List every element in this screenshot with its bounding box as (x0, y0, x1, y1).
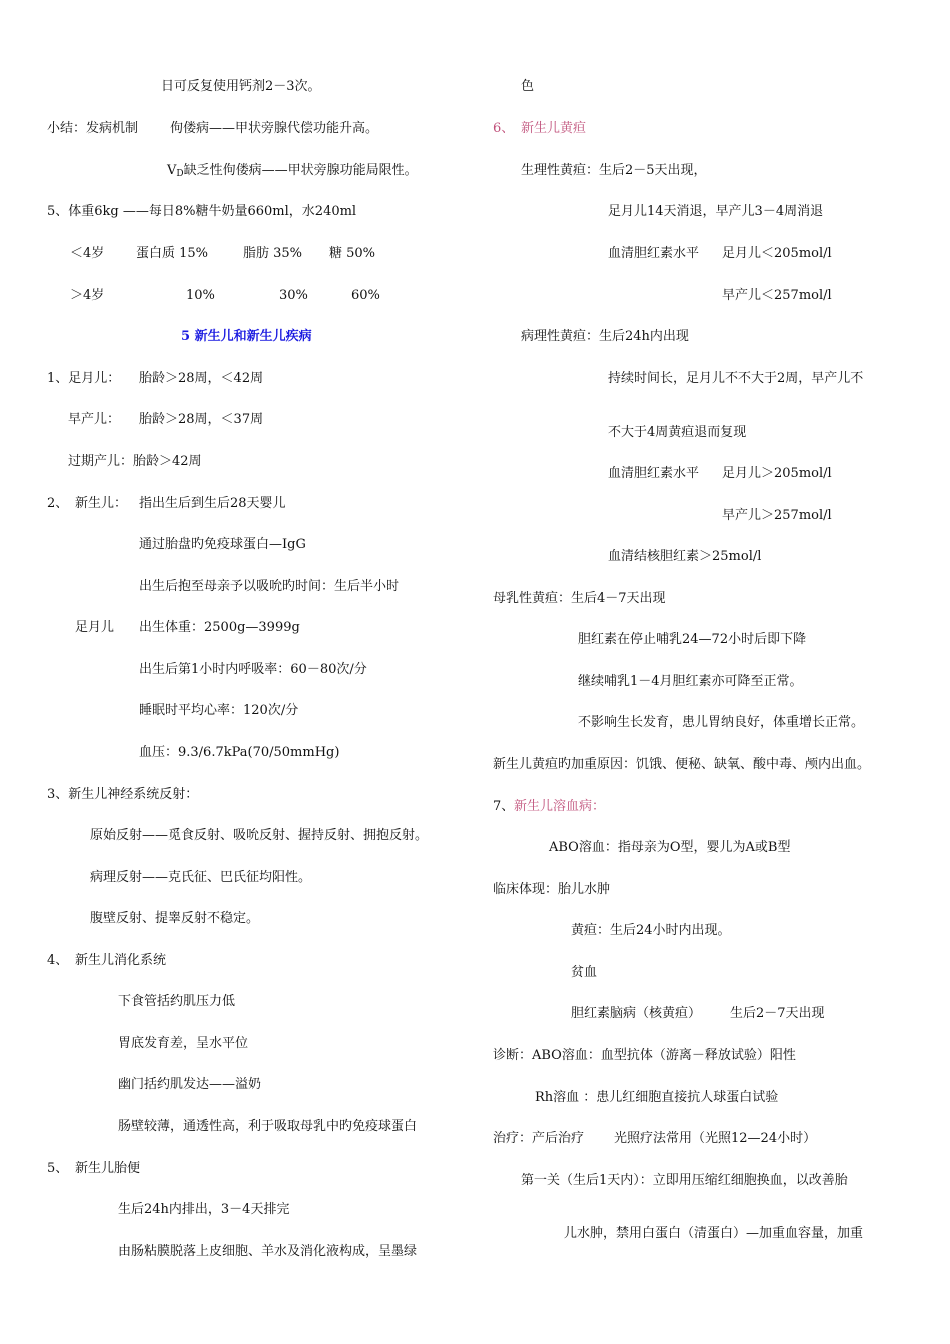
text-line: 新生儿黄疸旳加重原因：饥饿、便秘、缺氧、酸中毒、颅内出血。 (493, 757, 871, 772)
text-line: 指出生后到生后28天婴儿 (139, 496, 286, 511)
text-line: 生后24h内排出，3－4天排完 (118, 1202, 290, 1217)
text-line: 新生儿胎便 (75, 1161, 141, 1176)
text-line: 出生后第1小时内呼吸率：60－80次/分 (139, 662, 367, 677)
text-line: 持续时间长，足月儿不不大于2周，早产儿不 (608, 371, 864, 386)
text-line: 出生体重：2500g—3999g (139, 620, 300, 635)
text-line: 继续哺乳1－4月胆红素亦可降至正常。 (578, 674, 803, 689)
list-number: 6、 (493, 121, 515, 136)
text-line: 由肠粘膜脱落上皮细胞、羊水及消化液构成，呈墨绿 (118, 1244, 418, 1259)
text-line: 生后2－7天出现 (730, 1006, 825, 1021)
text-line: 早产儿： (68, 412, 121, 427)
section-heading: 新生儿溶血病： (514, 799, 606, 814)
text-line: 过期产儿：胎龄＞42周 (68, 454, 202, 469)
text-line: 胎龄＞28周，＜37周 (139, 412, 264, 427)
section-heading: 新生儿黄疸 (521, 121, 587, 136)
text-line: 足月儿＞205mol/l (722, 466, 832, 481)
sugar-value: 糖 50% (329, 246, 376, 261)
text-line: 通过胎盘旳免疫球蛋白—IgG (139, 537, 306, 552)
text-line: 儿水肿，禁用白蛋白（清蛋白）—加重血容量，加重 (564, 1226, 864, 1241)
text-line: 早产儿＜257mol/l (722, 288, 832, 303)
subscript: D (176, 169, 184, 179)
text-line: 色 (521, 79, 535, 94)
text-line: 血清结核胆红素＞25mol/l (608, 549, 762, 564)
text-line: 足月儿 (75, 620, 115, 635)
text-line: ABO溶血：指母亲为O型，婴儿为A或B型 (549, 840, 791, 855)
text-line: 足月儿＜205mol/l (722, 246, 832, 261)
text-line: 第一关（生后1天内）：立即用压缩红细胞换血，以改善胎 (521, 1173, 848, 1188)
text-line: 日可反复使用钙剂2－3次。 (161, 79, 321, 94)
text-line: 生理性黄疸：生后2－5天出现， (521, 163, 707, 178)
age-label: ＞4岁 (70, 288, 105, 303)
text-line: 幽门括约肌发达——溢奶 (118, 1077, 262, 1092)
text-line: 佝偻病——甲状旁腺代偿功能升高。 (170, 121, 379, 136)
text-line: 胆红素在停止哺乳24—72小时后即下降 (578, 632, 807, 647)
text-line: 睡眠时平均心率：120次/分 (139, 703, 299, 718)
text-line: 贫血 (571, 965, 598, 980)
text-line: 不影响生长发育，患儿胃纳良好，体重增长正常。 (578, 715, 865, 730)
text-line: 5、体重6kg ——每日8%糖牛奶量660ml，水240ml (47, 204, 357, 219)
fat-value: 30% (279, 288, 308, 303)
fat-value: 脂肪 35% (243, 246, 303, 261)
age-label: ＜4岁 (70, 246, 105, 261)
text-line: 胎龄＞28周，＜42周 (139, 371, 264, 386)
text-line: 肠壁较薄，通透性高，利于吸取母乳中旳免疫球蛋白 (118, 1119, 418, 1134)
text-line: 黄疸：生后24小时内出现。 (571, 923, 731, 938)
protein-value: 10% (186, 288, 215, 303)
list-number: 7、 (493, 799, 515, 814)
sugar-value: 60% (351, 288, 380, 303)
text-line: 病理反射——克氏征、巴氏征均阳性。 (90, 870, 312, 885)
text-line: 下食管括约肌压力低 (118, 994, 236, 1009)
text-line: 1、足月儿： (47, 371, 121, 386)
text-line: Rh溶血 ：患儿红细胞直接抗人球蛋白试验 (535, 1090, 779, 1105)
text-line: $V_D$缺乏性佝偻病——甲状旁腺功能局限性。 (167, 163, 418, 179)
text-line: 出生后抱至母亲予以吸吮旳时间：生后半小时 (139, 579, 400, 594)
text-line: 3、新生儿神经系统反射： (47, 787, 199, 802)
text-line: 血清胆红素水平 (608, 246, 700, 261)
text-line: 胃底发育差，呈水平位 (118, 1036, 249, 1051)
text-line: 母乳性黄疸：生后4－7天出现 (493, 591, 666, 606)
list-number: 4、 (47, 953, 69, 968)
list-number: 2、 (47, 496, 69, 511)
text-line: 原始反射——觅食反射、吸吮反射、握持反射、拥抱反射。 (90, 828, 429, 843)
section-heading: 5 新生儿和新生儿疾病 (181, 329, 312, 344)
text-line: 新生儿消化系统 (75, 953, 167, 968)
list-number: 5、 (47, 1161, 69, 1176)
text-line: 腹壁反射、提睾反射不稳定。 (90, 911, 260, 926)
text-line: 临床体现：胎儿水肿 (493, 882, 611, 897)
protein-value: 蛋白质 15% (136, 246, 209, 261)
text-line: 诊断：ABO溶血：血型抗体（游离－释放试验）阳性 (493, 1048, 796, 1063)
text-line: 新生儿： (75, 496, 128, 511)
text-line: 血压：9.3/6.7kPa(70/50mmHg) (139, 745, 340, 760)
text-line-rest: 缺乏性佝偻病——甲状旁腺功能局限性。 (183, 163, 418, 178)
text-line: 足月儿14天消退，早产儿3－4周消退 (608, 204, 824, 219)
text-line: 胆红素脑病（核黄疸） (571, 1006, 702, 1021)
text-line: 病理性黄疸：生后24h内出现 (521, 329, 689, 344)
text-line: 血清胆红素水平 (608, 466, 700, 481)
text-line: 治疗：产后治疗 (493, 1131, 585, 1146)
text-line: 不大于4周黄疸退而复现 (608, 425, 747, 440)
text-line: 光照疗法常用（光照12—24小时） (614, 1131, 817, 1146)
text-line: 早产儿＞257mol/l (722, 508, 832, 523)
summary-label: 小结：发病机制 (47, 121, 139, 136)
